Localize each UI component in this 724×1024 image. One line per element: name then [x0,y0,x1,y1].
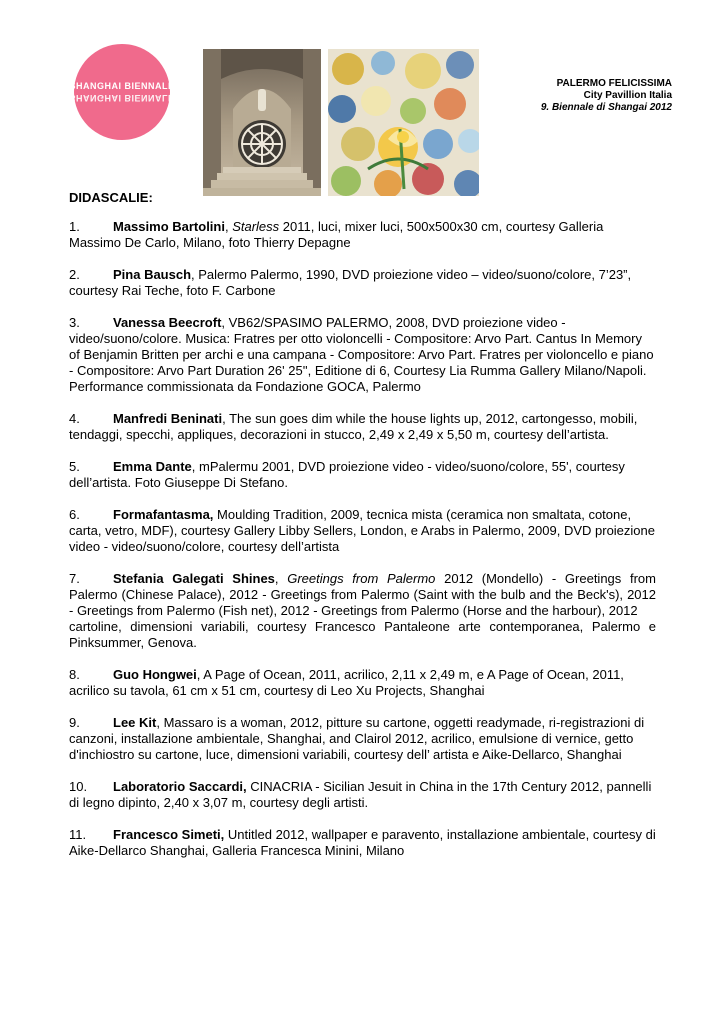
document-header [541,78,672,114]
caption-sep: , [274,571,288,586]
caption-sep: , [191,267,199,282]
caption-number: 10. [69,779,88,794]
caption-artist: Manfredi Beninati [113,411,223,426]
caption-details: mPalermu 2001, DVD proiezione video - video/suono/colore, 55', courtesy dell’artista. Foto Giuseppe Di Stefano. [69,459,625,490]
caption-sep: , [191,459,199,474]
shanghai-biennale-logo [69,44,175,140]
header-title: PALERMO FELICISSIMA [556,78,672,89]
caption-item [69,219,656,251]
caption-number: 6. [69,507,80,522]
caption-item [69,827,656,859]
caption-artist: Guo Hongwei [113,667,197,682]
caption-details: The sun goes dim while the house lights up, 2012, cartongesso, mobili, tendaggi, specchi, appliques, decorazioni in stucco, 2,49 x 2,49 x 5,50 m, courtesy dell’artista. [69,411,638,442]
caption-artist: Emma Dante [113,459,192,474]
logo-text: SHANGHAI BIENNALE [69,81,175,91]
caption-details: Massaro is a woman, 2012, pitture su cartone, oggetti readymade, ri-registrazioni di canzoni, installazione ambientale, Shanghai, and Clairol 2012, acrilico, emulsione di vernice, getto d'inchiostro su cartone, luce, dimensioni variabili, courtesy dell’ artista e Aike-Dellarco, Shanghai [69,715,645,762]
caption-item [69,715,656,763]
caption-number: 4. [69,411,80,426]
caption-item [69,411,656,443]
caption-details: Untitled 2012, wallpaper e paravento, installazione ambientale, courtesy di Aike-Dellarco Shanghai, Galleria Francesca Minini, Milano [69,827,656,858]
caption-number: 2. [69,267,80,282]
caption-number: 11. [69,827,87,842]
caption-work: Greetings from Palermo [287,571,436,586]
caption-number: 1. [69,219,80,234]
section-title: DIDASCALIE: [69,190,153,205]
caption-sep: , [222,411,230,426]
caption-details: 2012 (Mondello) - Greetings from Palermo (Chinese Palace), 2012 - Greetings from Palermo (Saint with the bulb and the Beck's), 2012 - Greetings from Palermo (Fish net), 2012 - Greetings from Palermo (Horse and the harbour), 2012 [69,571,656,618]
captions-list [69,219,656,875]
caption-artist: Lee Kit [113,715,157,730]
caption-item [69,667,656,699]
caption-artist: Massimo Bartolini [113,219,225,234]
caption-artist: Francesco Simeti, [113,827,225,842]
caption-number: 5. [69,459,80,474]
caption-details: Palermo Palermo, 1990, DVD proiezione video – video/suono/colore, 7’23”, courtesy Rai Teche, foto F. Carbone [69,267,632,298]
caption-number: 7. [69,571,80,586]
caption-item [69,267,656,299]
caption-number: 3. [69,315,80,330]
logo-text-mirrored: SHANGHAI BIENNALE [69,93,175,103]
caption-artist: Stefania Galegati Shines [113,571,275,586]
caption-details: A Page of Ocean, 2011, acrilico, 2,11 x 2,49 m, e A Page of Ocean, 2011, acrilico su tavola, 61 cm x 51 cm, courtesy di Leo Xu Projects, Shanghai [69,667,624,698]
caption-details: VB62/SPASIMO PALERMO, 2008, DVD proiezione video - video/suono/colore. Musica: Fratres per otto violoncelli - Compositore: Arvo Part. Cantus In Memory of Benjamin Britten per archi e una campana - Compositore: Arvo Part. Fratres per violoncello e piano - Compositore: Arvo Part Duration 26' 25'', Editione di 6, Courtesy Lia Rumma Gallery Milano/Napoli. Performance commissionata da Fondazione GOCA, Palermo [69,315,654,394]
caption-artist: Pina Bausch [113,267,192,282]
header-event: 9. Biennale di Shangai 2012 [540,102,672,113]
caption-extra: cartoline, dimensioni variabili, courtesy Francesco Pantaleone arte contemporanea, Palermo e Pinksummer, Genova. [69,619,656,650]
caption-artist: Vanessa Beecroft [113,315,222,330]
caption-details: Moulding Tradition, 2009, tecnica mista (ceramica non smaltata, cotone, carta, vetro, MDF), courtesy Gallery Libby Sellers, London, e Arabs in Palermo, 2009, DVD proiezione video - video/suono/colore, courtesy dell’artista [69,507,655,554]
caption-item [69,315,656,395]
header-subtitle: City Pavillion Italia [583,90,672,101]
caption-sep: , [224,219,233,234]
caption-details: 2011, luci, mixer luci, 500x500x30 cm, courtesy Galleria Massimo De Carlo, Milano, foto Thierry Depagne [69,219,604,250]
caption-sep: , [156,715,164,730]
caption-item [69,507,656,555]
colorful-collage-photo [328,49,479,196]
caption-work: Starless [232,219,280,234]
caption-item [69,459,656,491]
caption-item [69,779,656,811]
caption-details: CINACRIA - Sicilian Jesuit in China in the 17th Century 2012, pannelli di legno dipinto, 2,40 x 3,07 m, courtesy degli artisti. [69,779,652,810]
church-interior-photo [203,49,321,196]
caption-sep: , [196,667,204,682]
caption-sep: , [221,315,229,330]
caption-artist: Formafantasma, [113,507,214,522]
caption-number: 8. [69,667,80,682]
caption-artist: Laboratorio Saccardi, [113,779,247,794]
caption-number: 9. [69,715,80,730]
caption-item [69,571,656,651]
